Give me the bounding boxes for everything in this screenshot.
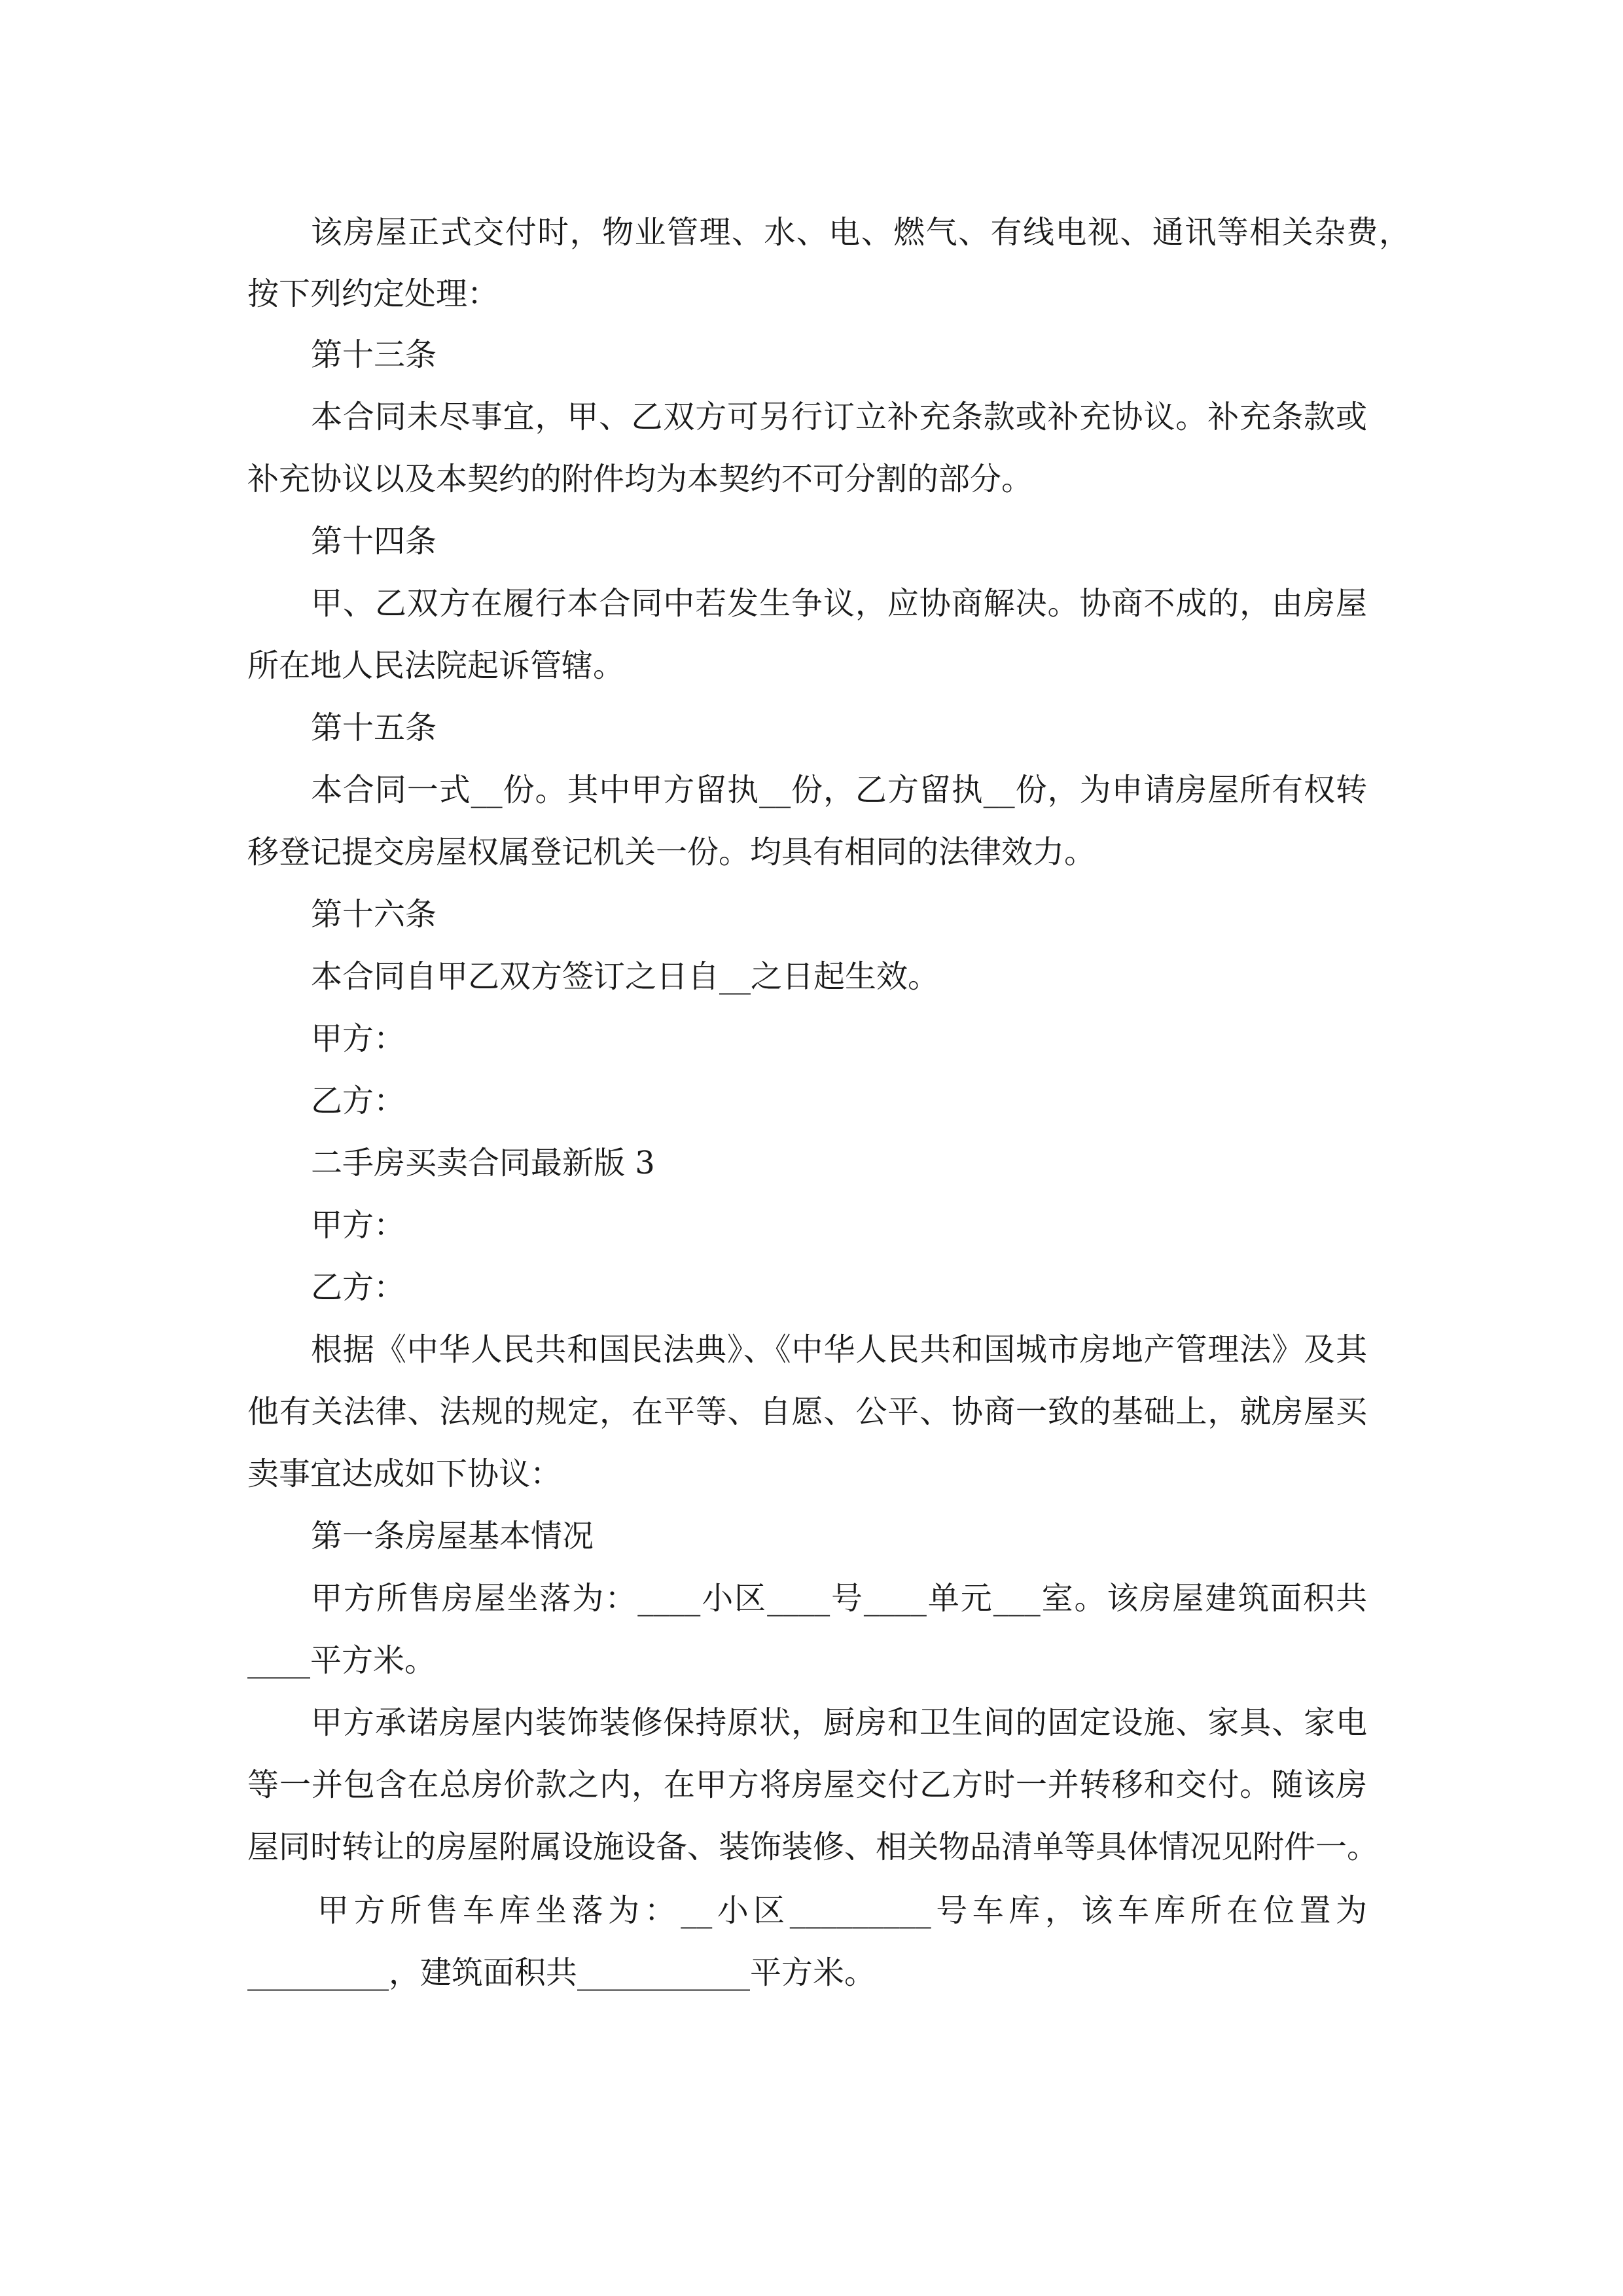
decoration-line-1: 甲方承诺房屋内装饰装修保持原状，厨房和卫生间的固定设施、家具、家电 — [311, 1704, 1367, 1741]
location-line-2: ____平方米。 — [247, 1642, 437, 1679]
paragraph-delivery-line-1: 该房屋正式交付时，物业管理、水、电、燃气、有线电视、通讯等相关杂费， — [311, 214, 1410, 251]
garage-line-1: 甲方所售车库坐落为：__小区_________号车库，该车库所在位置为 — [317, 1892, 1367, 1929]
article-13-line-1: 本合同未尽事宜，甲、乙双方可另行订立补充条款或补充协议。补充条款或 — [311, 399, 1367, 435]
location-line-1: 甲方所售房屋坐落为：____小区____号____单元___室。该房屋建筑面积共 — [311, 1580, 1367, 1617]
decoration-line-3: 屋同时转让的房屋附属设施设备、装饰装修、相关物品清单等具体情况见附件一。 — [247, 1829, 1379, 1865]
party-b-label-2: 乙方： — [311, 1269, 406, 1306]
article-16-line-1: 本合同自甲乙双方签订之日自__之日起生效。 — [311, 958, 940, 995]
party-b-label: 乙方： — [311, 1083, 406, 1119]
article-15-line-2: 移登记提交房屋权属登记机关一份。均具有相同的法律效力。 — [247, 834, 1096, 870]
article-14-heading: 第十四条 — [311, 523, 437, 560]
party-a-label: 甲方： — [311, 1020, 406, 1057]
article-13-line-2: 补充协议以及本契约的附件均为本契约不可分割的部分。 — [247, 461, 1033, 497]
paragraph-delivery-line-2: 按下列约定处理： — [247, 276, 499, 312]
basis-paragraph-line-3: 卖事宜达成如下协议： — [247, 1456, 562, 1492]
article-14-line-2: 所在地人民法院起诉管辖。 — [247, 647, 625, 684]
party-a-label-2: 甲方： — [311, 1207, 406, 1244]
garage-line-2: _________，建筑面积共___________平方米。 — [247, 1954, 876, 1991]
contract-title: 二手房买卖合同最新版 3 — [311, 1145, 655, 1181]
article-13-heading: 第十三条 — [311, 336, 437, 373]
article-1-heading: 第一条房屋基本情况 — [311, 1518, 594, 1554]
decoration-line-2: 等一并包含在总房价款之内，在甲方将房屋交付乙方时一并转移和交付。随该房 — [247, 1767, 1367, 1803]
basis-paragraph-line-2: 他有关法律、法规的规定，在平等、自愿、公平、协商一致的基础上，就房屋买 — [247, 1393, 1367, 1430]
article-14-line-1: 甲、乙双方在履行本合同中若发生争议，应协商解决。协商不成的，由房屋 — [311, 585, 1367, 622]
article-15-heading: 第十五条 — [311, 709, 437, 746]
article-15-line-1: 本合同一式__份。其中甲方留执__份，乙方留执__份，为申请房屋所有权转 — [311, 772, 1367, 808]
basis-paragraph-line-1: 根据《中华人民共和国民法典》、《中华人民共和国城市房地产管理法》及其 — [311, 1331, 1367, 1368]
article-16-heading: 第十六条 — [311, 896, 437, 933]
